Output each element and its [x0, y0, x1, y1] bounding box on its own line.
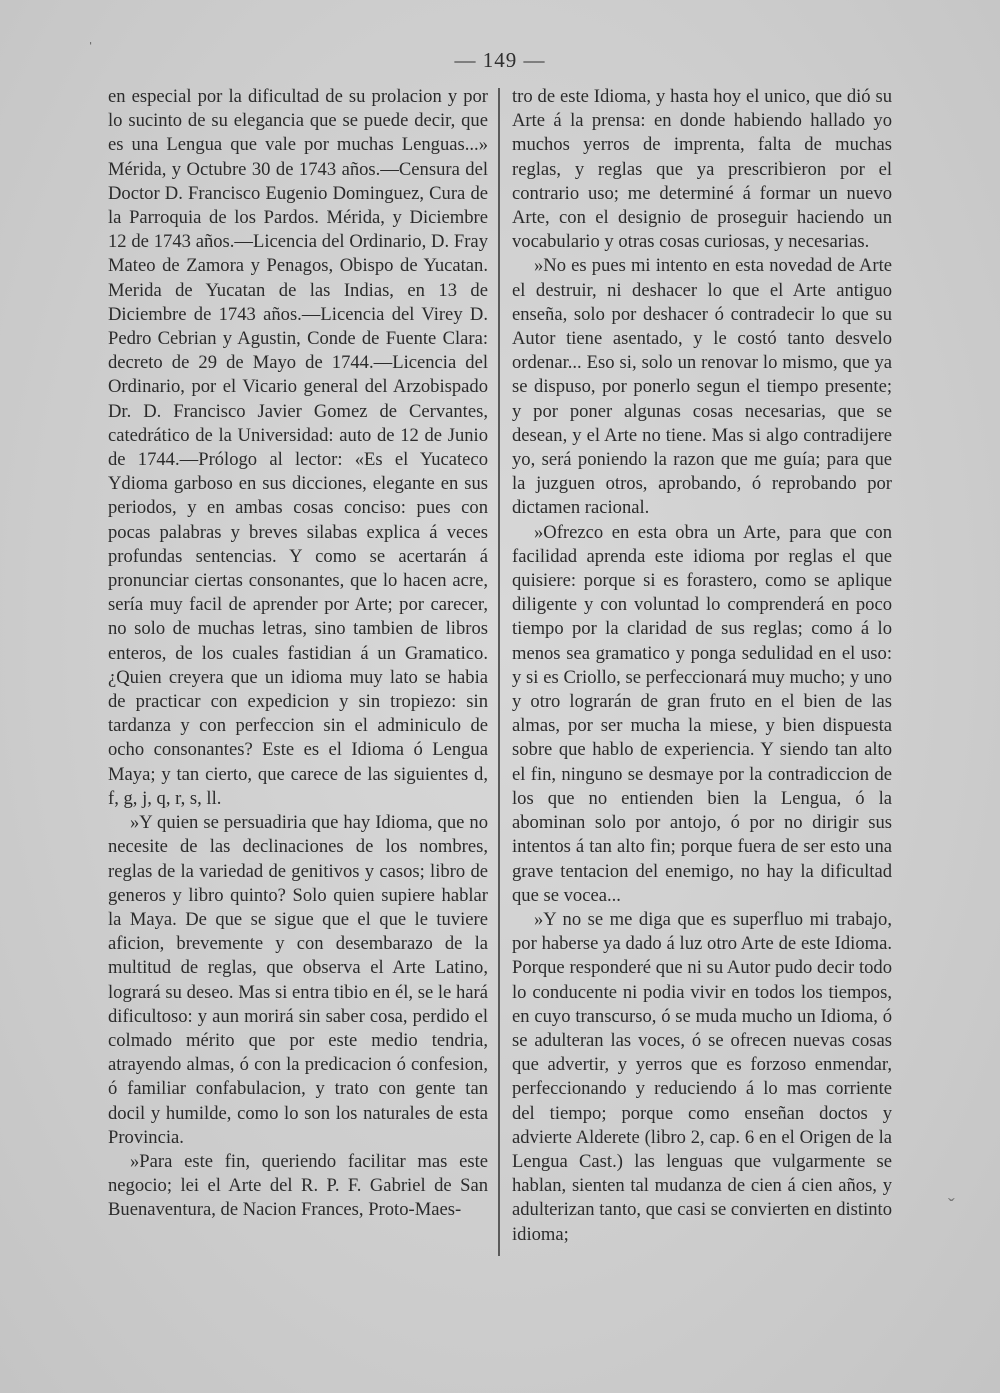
- stray-mark: ˇ: [948, 1195, 955, 1217]
- column-divider: [498, 88, 500, 1256]
- right-column: [512, 85, 892, 1247]
- paragraph: »Para este fin, queriendo facilitar mas este negocio; lei el Arte del R. P. F. Gabriel de San Buenaventura, de Nacion Frances, Proto-Maes-: [108, 1150, 488, 1221]
- page-number: — 149 —: [454, 48, 546, 72]
- paragraph: tro de este Idioma, y hasta hoy el unico, que dió su Arte á la prensa: en donde habiendo hallado yo muchos yerros de imprenta, falta de muchas reglas, y reglas que ya prescribieron por el contrario uso; me determiné á formar un nuevo Arte, con el designio de proseguir haciendo un vocabulario y otras cosas curiosas, y necesarias.: [512, 86, 892, 253]
- paragraph: »Y quien se persuadiria que hay Idioma, que no necesite de las declinaciones de los nombres, reglas de la variedad de genitivos y casos; libro de generos y libro quinto? Solo quien supiere hablar la Maya. De que se sigue que el que le tuviere aficion, brevemente y con desembarazo de la multitud de reglas, que observa el Arte Latino, logrará su deseo. Mas si entra tibio en él, se le hará dificultoso: y aun morirá sin saber cosa, perdido el colmado mérito que por este medio tendria, atrayendo almas, ó con la predicacion ó confesion, ó familiar confabulacion, y trato con gente tan docil y humilde, como lo son los naturales de esta Provincia.: [108, 812, 488, 1148]
- paragraph: en especial por la dificultad de su prolacion y por lo sucinto de su elegancia que se puede decir, que es una Lengua que vale por muchas Lenguas...» Mérida, y Octubre 30 de 1743 años.—Censura del Doctor D. Francisco Eugenio Dominguez, Cura de la Parroquia de los Pardos. Mérida, y Diciembre 12 de 1743 años.—Licencia del Ordinario, D. Fray Mateo de Zamora y Penagos, Obispo de Yucatan. Merida de Yucatan de las Indias, en 13 de Diciembre de 1743 años.—Licencia del Virey D. Pedro Cebrian y Agustin, Conde de Fuente Clara: decreto de 29 de Mayo de 1744.—Licencia del Ordinario, por el Vicario general del Arzobispado Dr. D. Francisco Javier Gomez de Cervantes, catedrático de la Universidad: auto de 12 de Junio de 1744.—Prólogo al lector: «Es el Yucateco Ydioma garboso en sus dicciones, elegante en sus periodos, y en ambas cosas conciso: pues con pocas palabras y breves silabas explica á veces profundas sentencias. Y como se acertarán á pronunciar ciertas consonantes, que lo hacen acre, sería muy facil de aprender por Arte; por carecer, no solo de muchas letras, sino tambien de libros enteros, de los cuales fastidian á un Gramatico. ¿Quien creyera que un idioma muy lato se habia de practicar con expedicion y sin tropiezo: sin tardanza y con perfeccion sin el adminiculo de ocho consonantes? Este es el Idioma ó Lengua Maya; y tan cierto, que carece de las siguientes d, f, g, j, q, r, s, ll.: [108, 86, 488, 809]
- paragraph: »Y no se me diga que es superfluo mi trabajo, por haberse ya dado á luz otro Arte de este Idioma. Porque responderé que ni su Autor pudo decir todo lo conducente ni podia vivir en todos los tiempos, en cuyo transcurso, ó se muda mucho un Idioma, ó se adulteran las voces, ó se ofrecen nuevas cosas que advertir, y yerros que es forzoso enmendar, perfeccionando y reduciendo á lo mas corriente del tiempo; porque como enseñan doctos y advierte Alderete (libro 2, cap. 6 en el Origen de la Lengua Cast.) las lenguas que vulgarmente se hablan, sienten tal mudanza de cien á cien años, y adulterizan tanto, que casi se convierten en distinto idioma;: [512, 908, 893, 1245]
- left-column: [108, 85, 488, 1223]
- paragraph: »Ofrezco en esta obra un Arte, para que con facilidad aprenda este idioma por reglas el que quisiere: porque si es forastero, como se aplique diligente y con voluntad lo comprenderá en poco tiempo por la claridad de sus reglas; como á lo menos sea gramatico y ponga sedulidad en el uso: y si es Criollo, se perfeccionará muy mucho; y uno y otro lograrán de gran fruto en el bien de las almas, por ser mucha la miese, y bien dispuesta sobre que hablo de experiencia. Y siendo tan alto el fin, ninguno se desmaye por la contradiccion de los que no entienden bien la Lengua, ó la abominan solo por antojo, ó por no dirigir sus intentos á tan alto fin; porque fuera de ser esto una grave tentacion del enemigo, no hay la dificultad que se vocea...: [512, 521, 892, 906]
- stray-mark: ˈ: [88, 40, 94, 57]
- paragraph: »No es pues mi intento en esta novedad de Arte el destruir, ni deshacer lo que el Arte antiguo enseña, solo por deshacer ó contradecir lo que su Autor tiene asentado, y le costó tanto desvelo ordenar... Eso si, solo un renovar lo mismo, que ya se dispuso, por ponerlo segun el tiempo presente; y por poner algunas cosas necesarias, que se desean, y el Arte no tiene. Mas si algo contradijere yo, será poniendo la razon que me guía; para que la juzguen otros, aprobando, ó reprobando por dictamen racional.: [512, 255, 892, 519]
